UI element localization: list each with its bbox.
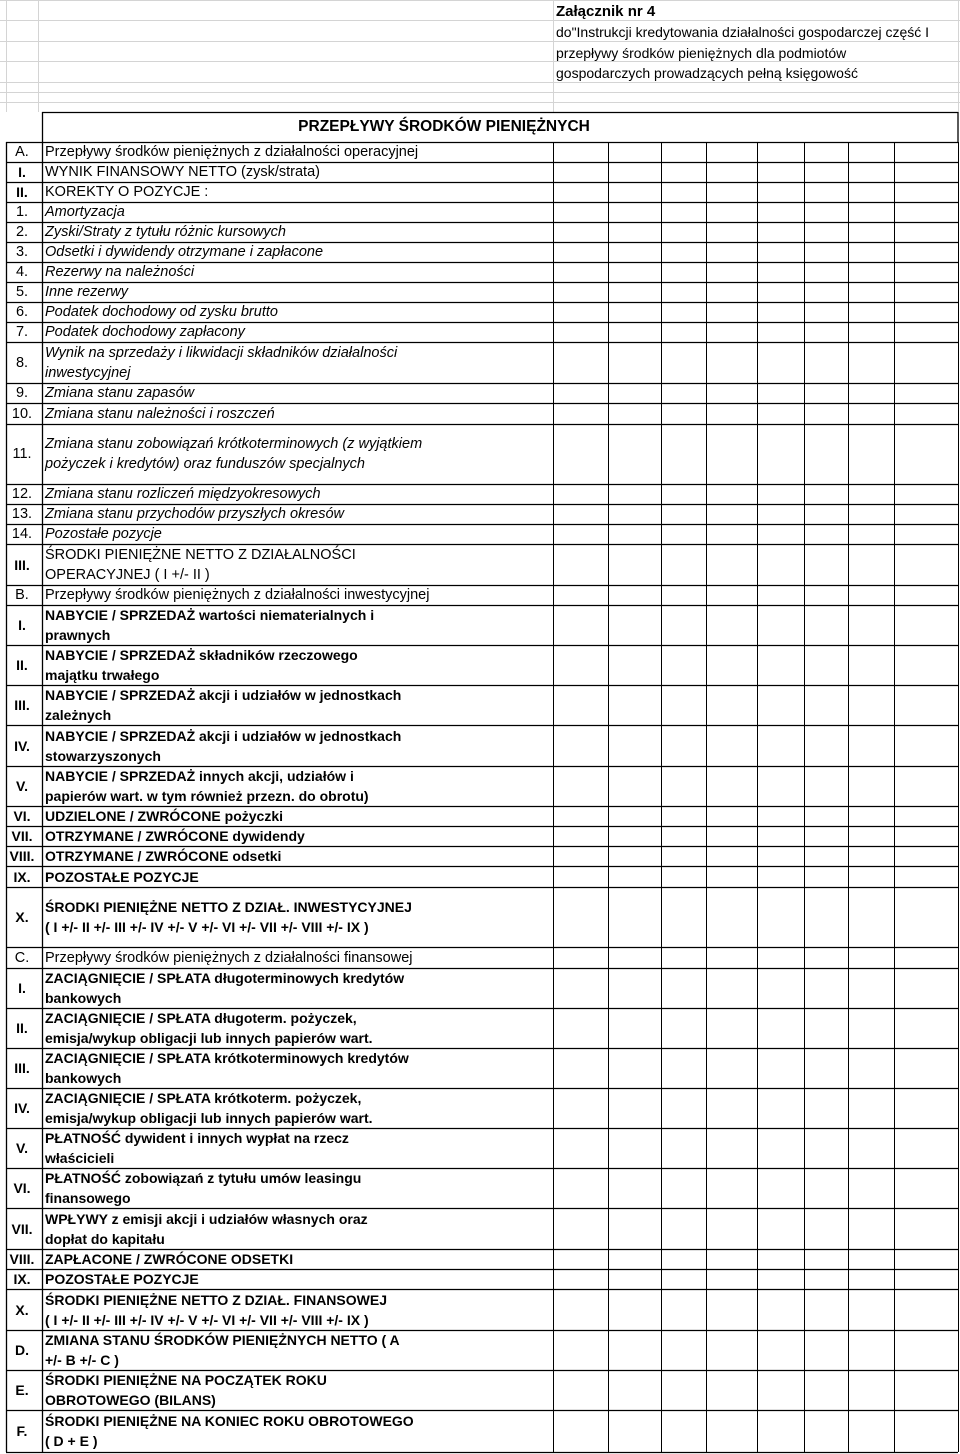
row-label: Przepływy środków pieniężnych z działalności finansowej <box>45 949 413 966</box>
row-number: 11. <box>12 446 32 462</box>
table-row <box>0 1168 960 1208</box>
row-number: VII. <box>11 1220 33 1237</box>
row-label: ŚRODKI PIENIĘŻNE NA POCZĄTEK ROKU OBROTOWEGO (BILANS) <box>45 1372 327 1408</box>
table-row <box>0 947 960 968</box>
row-label: OTRZYMANE / ZWRÓCONE odsetki <box>45 848 282 864</box>
row-number: 13. <box>11 506 33 522</box>
row-number: 1. <box>15 204 29 220</box>
annex-header <box>556 2 956 84</box>
row-number: 12. <box>11 486 33 502</box>
table-row <box>0 424 960 484</box>
table-row <box>0 484 960 504</box>
row-label: Zmiana stanu rozliczeń międzyokresowych <box>45 486 321 502</box>
row-number: 10. <box>11 405 33 422</box>
row-label: Amortyzacja <box>45 204 125 220</box>
table-row <box>0 342 960 383</box>
row-label: Pozostałe pozycje <box>45 526 162 542</box>
row-label: OTRZYMANE / ZWRÓCONE dywidendy <box>45 828 305 844</box>
row-number: III. <box>14 1060 30 1076</box>
row-label: Przepływy środków pieniężnych z działalności inwestycyjnej <box>45 587 430 603</box>
row-label: NABYCIE / SPRZEDAŻ akcji i udziałów w jednostkach zależnych <box>45 687 402 723</box>
table-row <box>0 1370 960 1410</box>
row-label: NABYCIE / SPRZEDAŻ składników rzeczowego majątku trwałego <box>45 647 358 683</box>
row-label: NABYCIE / SPRZEDAŻ innych akcji, udziałów i papierów wart. w tym również przezn. do obrotu) <box>45 768 369 804</box>
table-row <box>0 322 960 342</box>
row-number: 2. <box>15 224 29 240</box>
row-label: ŚRODKI PIENIĘŻNE NETTO Z DZIAŁ. INWESTYCYJNEJ ( I +/- II +/- III +/- IV +/- V +/- VI +/- VII +/- VIII +/- IX ) <box>45 899 412 935</box>
table-row <box>0 1088 960 1128</box>
table-row <box>0 645 960 685</box>
row-label: Zmiana stanu przychodów przyszłych okresów <box>45 506 344 522</box>
table-row <box>0 242 960 262</box>
row-label: ZACIĄGNIĘCIE / SPŁATA długoterminowych kredytów bankowych <box>45 970 405 1006</box>
row-number: I. <box>18 164 26 180</box>
row-number: IX. <box>13 868 31 885</box>
row-number: VIII. <box>9 1251 35 1267</box>
table-row <box>0 504 960 524</box>
row-number: X. <box>15 909 29 925</box>
row-label: Podatek dochodowy zapłacony <box>45 324 245 340</box>
table-row <box>0 222 960 242</box>
row-number: VI. <box>13 808 31 824</box>
row-number: IX. <box>13 1271 31 1287</box>
table-row <box>0 302 960 322</box>
table-row <box>0 866 960 887</box>
row-label: PŁATNOŚĆ dywident i innych wypłat na rzecz właścicieli <box>45 1130 349 1166</box>
row-number: D. <box>15 1342 29 1358</box>
annex-line-3: gospodarczych prowadzących pełną księgowość <box>556 65 858 82</box>
row-number: V. <box>16 778 28 794</box>
table-row <box>0 968 960 1008</box>
row-label: Podatek dochodowy od zysku brutto <box>45 304 278 320</box>
table-row <box>0 725 960 766</box>
row-label: Wynik na sprzedaży i likwidacji składników działalności inwestycyjnej <box>45 344 398 381</box>
row-number: 8. <box>15 354 29 371</box>
row-number: VIII. <box>9 848 35 864</box>
annex-line-2: przepływy środków pieniężnych dla podmiotów <box>556 44 847 61</box>
row-number: 5. <box>15 284 29 300</box>
row-label: Rezerwy na należności <box>45 264 195 280</box>
table-row <box>0 202 960 222</box>
row-label: Zmiana stanu zapasów <box>45 385 195 401</box>
table-row <box>0 826 960 846</box>
row-label: ZMIANA STANU ŚRODKÓW PIENIĘŻNYCH NETTO ( A +/- B +/- C ) <box>45 1332 400 1368</box>
row-number: V. <box>16 1140 28 1156</box>
row-label: ŚRODKI PIENIĘŻNE NETTO Z DZIAŁALNOŚCI OPERACYJNEJ ( I +/- II ) <box>45 546 356 583</box>
table-row <box>0 806 960 826</box>
row-number: II. <box>16 1020 28 1036</box>
row-number: A. <box>15 144 29 160</box>
row-label: KOREKTY O POZYCJE : <box>45 184 209 200</box>
row-number: 14. <box>11 526 33 542</box>
row-label: Zmiana stanu zobowiązań krótkoterminowych (z wyjątkiem pożyczek i kredytów) oraz funduszów specjalnych <box>45 436 423 472</box>
row-label: ZACIĄGNIĘCIE / SPŁATA krótkoterminowych kredytów bankowych <box>45 1050 409 1086</box>
row-label: Zmiana stanu należności i roszczeń <box>45 405 275 422</box>
row-number: III. <box>14 697 30 713</box>
table-row <box>0 1048 960 1088</box>
row-label: ZAPŁACONE / ZWRÓCONE ODSETKI <box>45 1251 294 1267</box>
table-row <box>0 887 960 947</box>
row-number: III. <box>14 556 30 573</box>
row-number: II. <box>16 184 28 200</box>
row-label: ZACIĄGNIĘCIE / SPŁATA długoterm. pożyczek, emisja/wykup obligacji lub innych papierów wart. <box>45 1010 373 1046</box>
annex-line-1: do"Instrukcji kredytowania działalności gospodarczej część I <box>556 24 930 41</box>
row-number: II. <box>16 657 28 673</box>
table-row <box>0 846 960 866</box>
row-number: X. <box>15 1301 29 1318</box>
row-label: ZACIĄGNIĘCIE / SPŁATA krótkoterm. pożyczek, emisja/wykup obligacji lub innych papierów wart. <box>45 1090 373 1126</box>
row-label: Przepływy środków pieniężnych z działalności operacyjnej <box>45 144 419 160</box>
table-row <box>0 403 960 424</box>
row-label: Inne rezerwy <box>45 284 129 300</box>
row-number: B. <box>15 587 29 603</box>
row-label: Zyski/Straty z tytułu różnic kursowych <box>45 224 286 240</box>
annex-title: Załącznik nr 4 <box>556 3 656 20</box>
table-row <box>0 162 960 182</box>
row-number: IV. <box>14 737 30 754</box>
row-number: I. <box>18 980 26 996</box>
table-row <box>0 1128 960 1168</box>
row-number: 9. <box>15 385 29 401</box>
row-label: ŚRODKI PIENIĘŻNE NETTO Z DZIAŁ. FINANSOWEJ ( I +/- II +/- III +/- IV +/- V +/- VI +/- VII +/- VIII +/- IX ) <box>45 1291 387 1328</box>
table-row <box>0 544 960 585</box>
row-label: ŚRODKI PIENIĘŻNE NA KONIEC ROKU OBROTOWEGO ( D + E ) <box>45 1413 414 1449</box>
table-row <box>0 1249 960 1269</box>
table-row <box>0 142 960 162</box>
row-number: 7. <box>15 324 29 340</box>
row-label: WPŁYWY z emisji akcji i udziałów własnych oraz dopłat do kapitału <box>45 1210 368 1247</box>
row-number: 6. <box>15 304 29 320</box>
table-row <box>0 282 960 302</box>
table-row <box>0 1208 960 1249</box>
row-number: C. <box>14 949 30 966</box>
table-row <box>0 1410 960 1452</box>
table-row <box>0 1289 960 1330</box>
row-number: 4. <box>15 264 29 280</box>
table-row <box>0 1008 960 1048</box>
table-row <box>0 383 960 403</box>
row-number: 3. <box>15 244 29 260</box>
row-label: Odsetki i dywidendy otrzymane i zapłacone <box>45 244 324 260</box>
table-row <box>0 1330 960 1370</box>
row-label: PŁATNOŚĆ zobowiązań z tytułu umów leasingu finansowego <box>45 1170 362 1206</box>
row-label: POZOSTAŁE POZYCJE <box>45 868 199 885</box>
table-row <box>0 1269 960 1289</box>
table-row <box>0 766 960 806</box>
table-row <box>0 585 960 605</box>
row-number: E. <box>15 1382 29 1398</box>
table-row <box>0 524 960 544</box>
row-label: POZOSTAŁE POZYCJE <box>45 1271 199 1287</box>
table-row <box>0 685 960 725</box>
row-number: IV. <box>14 1100 30 1116</box>
row-number: I. <box>18 617 26 633</box>
table-row <box>0 182 960 202</box>
table-row <box>0 605 960 645</box>
statement-title: PRZEPŁYWY ŚRODKÓW PIENIĘŻNYCH <box>298 118 590 135</box>
row-label: NABYCIE / SPRZEDAŻ akcji i udziałów w jednostkach stowarzyszonych <box>45 727 402 764</box>
row-number: F. <box>16 1423 28 1439</box>
row-label: NABYCIE / SPRZEDAŻ wartości niematerialnych i prawnych <box>45 607 375 643</box>
row-number: VII. <box>11 828 33 844</box>
row-number: VI. <box>13 1180 31 1196</box>
table-row <box>0 262 960 282</box>
row-label: UDZIELONE / ZWRÓCONE pożyczki <box>45 808 284 824</box>
row-label: WYNIK FINANSOWY NETTO (zysk/strata) <box>45 164 320 180</box>
